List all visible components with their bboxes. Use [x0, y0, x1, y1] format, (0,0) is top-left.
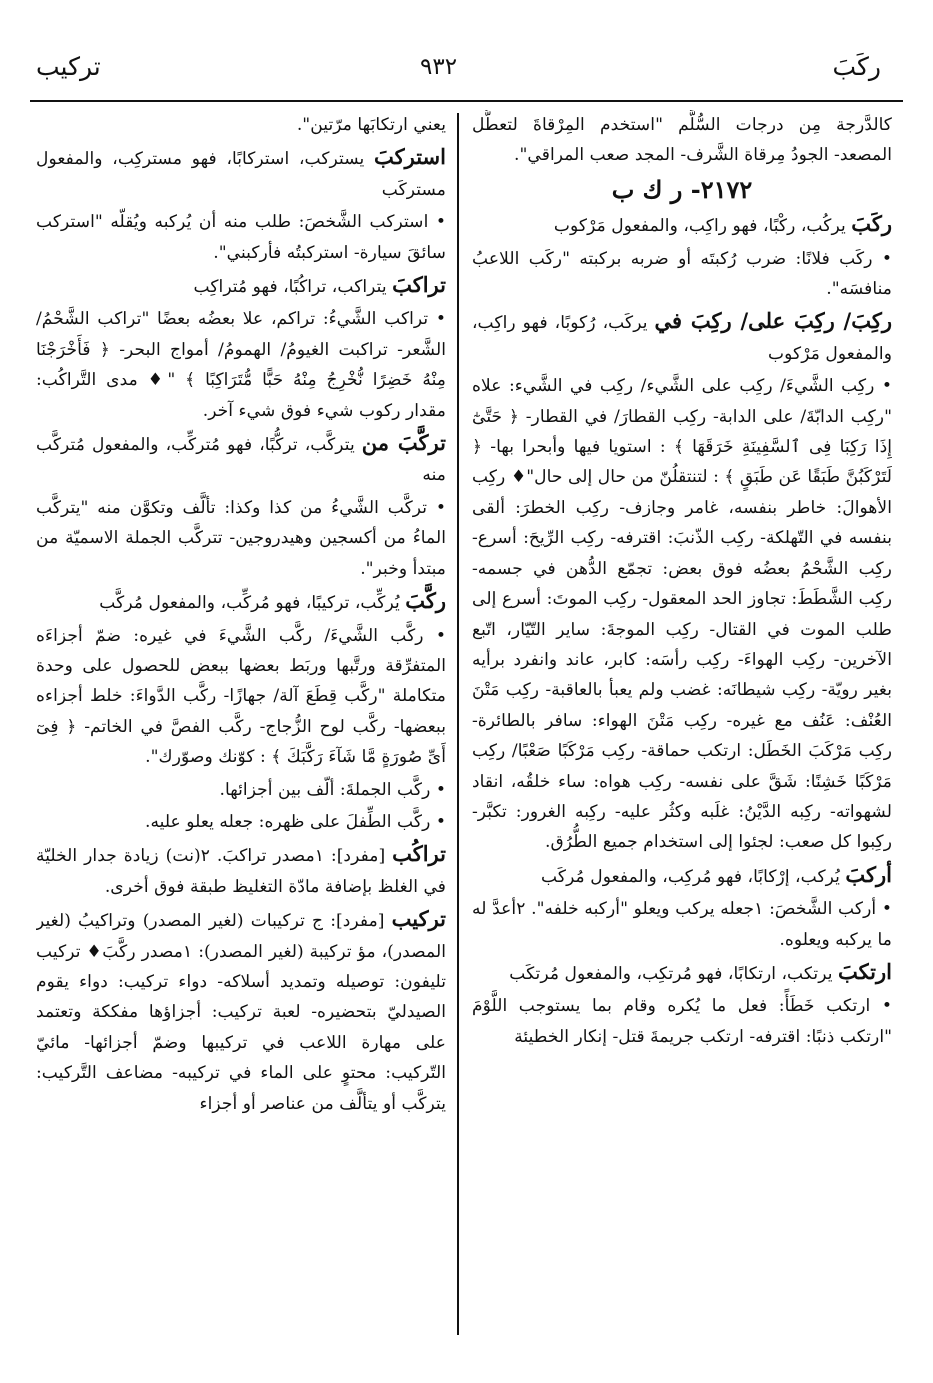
root-heading: ٢١٧٢- ر ك ب	[611, 174, 753, 204]
entry-sense: • تراكب الشَّيءُ: تراكم، علا بعضُه بعضًا "تراكب الشَّحْمُ/ الشَّعر- تراكبت الغيومُ/ الهمومُ/ أمواج البحر- ﴿ فَأَخْرَجْنَا مِنْهُ خَضِرًا نُّخْرِجُ مِنْهُ حَبًّا مُّتَرَاكِبًا ﴾ "♦ مدى التَّراكُب: مقدار ركوب شيء فوق شيء آخر.	[36, 309, 446, 421]
header-rule	[30, 100, 903, 102]
left-column	[36, 110, 446, 1340]
entry-definition: [مفرد]: ١مصدر تراكبَ. ٢(نت) زيادة جدار الخليّة في الغلظ بإضافة مادّة التغليظ طبقة فوق أخرى.	[36, 846, 446, 897]
header-guide-word-left: تركيب	[36, 52, 101, 81]
entry	[472, 306, 892, 369]
entry-sense: • استركب الشَّخصَ: طلب منه أن يُركبه ويُقلّه "استركب سائقَ سيارة- استركبتُه فأركبني".	[36, 212, 446, 263]
entry-sense: • ركَب فلانًا: ضرب رُكبتَه أو ضربه بركبته "ركَب اللاعبُ منافسَه".	[472, 248, 892, 300]
entry	[36, 586, 446, 618]
entry	[472, 860, 892, 892]
header-guide-word-right: ركَبَ	[832, 52, 881, 81]
entry-inflection: يركُب، ركْبًا، فهو راكِب، والمفعول مَرْكوب	[553, 216, 846, 237]
entry-headword: استركبَ	[374, 144, 446, 170]
continuation-text: كالدَّرجة مِن درجات السُّلَّم "استخدم المِرْقاةَ لتعطُّل المصعد- الجودُ مِرقاة الشَّرف- المجد صعب المراقي".	[472, 115, 892, 166]
entry-inflection: يُركب، إرْكابًا، فهو مُركِب، والمفعول مُركَب	[541, 866, 840, 887]
right-column	[472, 110, 892, 1340]
entry-sense: • ركِب الشَّيءَ/ ركِب على الشَّيء/ ركِب في الشَّيء: علاه "ركِب الدابّةَ/ على الدابة- ركِب القطارَ/ في القطار- ﴿ حَتَّىٰٓ إِذَا رَكِبَا فِى ٱلسَّفِينَةِ خَرَقَهَا ﴾ : استويا فيها وأبحرا بها- ﴿ لَتَرْكَبُنَّ طَبَقًا عَن طَبَقٍ ﴾ : لتنتقلُنّ من حال إلى حال"♦ ركِب الأهوالَ: خاطر بنفسه، غامر وجازف- ركِب الخطرَ: ألقى بنفسه في التّهلكة- ركِب الذّنبَ: اقترفه- ركِب الرِّيحَ: أسرع- ركِب الشَّحْمُ بعضُه فوق بعض: تجمّع الدُّهن في جسمه- ركِب الشَّطَطَ: تجاوز الحد المعقول- ركِب الموتَ: أسرع إلى طلب الموت في القتال- ركِب الموجةَ: ساير التّيّار، اتّبع الآخرين- ركِب الهواءَ- ركِب رأسَه: كابر، عاند وانفرد برأيه بغير رويّة- ركِب شيطانَه: غضب ولم يعبأ بالعاقبة- ركِب مَتْنَ العُنْف: عَنُف مع غيره- ركِب مَتْنَ الهواء: سافر بالطائرة- ركِب مَرْكَبَ الخَطَل: ارتكب حماقة- ركِب مَرْكَبًا صَعْبًا/ ركِب مَرْكَبًا خَشِنًا: شَقَّ على نفسه- ركِب هواه: ساء خلقُه، انقاد لشهواته- ركِبه الدَّيْنُ: غلَبه وكثُر عليه- ركِبه الغرور: تكبَّر- ركِبوا كل صعب: لجئوا إلى استخدام جميع الطُّرُق.	[472, 376, 892, 853]
entry-sense: • أركب الشَّخصَ: ١جعله يركب ويعلو "أركبه خلفه". ٢أعدَّ له ما يركبه ويعلوه.	[472, 899, 892, 950]
entry-inflection: يركَب، رُكوبًا، فهو راكِب، والمفعول مَرْكوب	[472, 313, 892, 364]
page-header	[0, 52, 933, 96]
entry-definition: [مفرد]: ج تركيبات (لغير المصدر) وتراكيبُ (لغير المصدر)، مؤ تركيبة (لغير المصدر): ١مصدر ركَّبَ♦ تركيب تليفون: توصيله وتمديد أسلاكه- دواء تركيب: دواء يقوم الصيدليّ بتحضيره- لعبة تركيب: أجزاؤها مفككة وتعتمد على مهارة اللاعب في تركيبها وضمّ أجزائها- مائيّ التّركيب: محتوٍ على الماء في تركيبه- مضاعف التَّركيب: يتركَّب أو يتألَّف من عناصر أو أجزاء	[36, 911, 446, 1114]
entry-sense: • ركَّب الجملةَ: ألّف بين أجزائها.	[219, 779, 446, 800]
page-number: ٩٣٢	[420, 54, 458, 80]
entry-headword: تراكبَ	[392, 272, 446, 298]
entry-inflection: يُركِّب، تركيبًا، فهو مُركِّب، والمفعول مُركَّب	[99, 593, 400, 614]
entry	[472, 957, 892, 989]
entry-inflection: يتراكب، تراكُبًا، فهو مُتراكِب	[193, 277, 387, 298]
entry-inflection: يرتكب، ارتكابًا، فهو مُرتكِب، والمفعول مُرتكَب	[509, 963, 833, 984]
entry	[36, 270, 446, 302]
entry	[36, 904, 446, 1119]
column-divider	[457, 113, 459, 1335]
continuation-text: يعني ارتكابَها مرّتين".	[296, 115, 446, 135]
entry	[36, 142, 446, 205]
entry-headword: أركبَ	[845, 861, 892, 887]
entry-inflection: يتركَّب، تركُّبًا، فهو مُتركِّب، والمفعول مُتركَّب منه	[36, 435, 446, 486]
entry-headword: ركَبَ	[851, 211, 892, 237]
entry-headword: ارتكبَ	[837, 958, 892, 984]
entry	[472, 209, 892, 241]
entry-sense: • ركَّب الشَّيءَ/ ركَّب الشَّيءَ في غيره: ضمّ أجزاءَه المتفرِّقة ورتَّبها وربَط بعضها ببعض للحصول على وحدة متكاملة "ركَّب قِطَعَ آلة/ جهازًا- ركَّب الدَّواءَ: خلط أجزاءه ببعضها- ركَّب لوح الزُّجاج- ركَّب الفصَّ في الخاتم- ﴿ فِىٓ أَىِّ صُورَةٍ مَّا شَآءَ رَكَّبَكَ ﴾ : كوّنك وصوّرك".	[36, 625, 446, 768]
entry-sense: • تركَّب الشَّيءُ من كذا وكذا: تألَّف وتكوَّن منه "يتركَّب الماءُ من أكسجين وهيدروجين- تتركَّب الجملة الاسميّة من مبتدأ وخبر".	[36, 497, 446, 579]
entry-sense: • ركَّب الطِّفلَ على ظهره: جعله يعلو عليه.	[145, 811, 446, 832]
entry-headword: تراكُب	[392, 841, 446, 867]
entry-inflection: يستركب، استركابًا، فهو مستركِب، والمفعول مستركَب	[36, 149, 446, 200]
entry	[36, 428, 446, 491]
entry-headword: ركَّبَ	[405, 588, 446, 614]
entry-headword: ركِبَ/ ركِبَ على/ ركِبَ في	[654, 308, 892, 334]
entry-headword: تركيب	[391, 906, 446, 932]
entry-sense: • ارتكب خَطَأً: فعل ما يُكره وقام بما يستوجب اللَّوْمَ "ارتكب ذنبًا: اقترفه- ارتكب جريمةَ قتل- إنكار الخطيئة	[472, 996, 892, 1047]
entry-headword: تركَّبَ من	[361, 430, 446, 456]
entry	[36, 839, 446, 902]
